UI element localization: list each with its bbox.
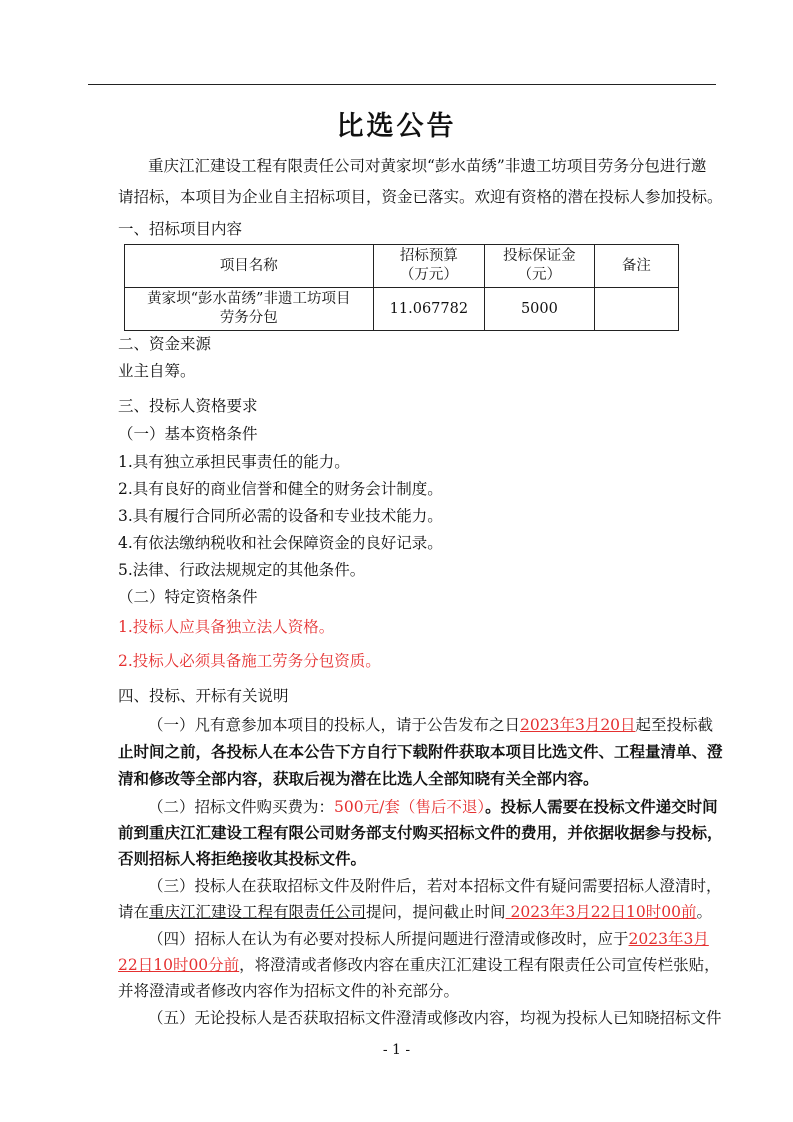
intro-line-2: 请招标，本项目为企业自主招标项目，资金已落实。欢迎有资格的潜在投标人参加投标。	[118, 188, 723, 206]
special-item: 2.投标人必须具备施工劳务分包资质。	[118, 652, 381, 670]
p3-deadline: 2023年3月22日10时00前	[505, 903, 697, 921]
p4-date-1: 2023年3月	[628, 930, 709, 948]
cell-project-name: 黄家坝“彭水苗绣”非遗工坊项目 劳务分包	[125, 288, 374, 331]
p4-date-2: 22日10时00分前	[118, 956, 240, 974]
section-4-heading: 四、投标、开标有关说明	[118, 687, 289, 705]
page-number: - 1 -	[382, 1042, 411, 1058]
paragraph-4-line-1	[148, 929, 748, 949]
paragraph-5-line-1: （五）无论投标人是否获取招标文件澄清或修改内容，均视为投标人已知晓招标文件	[148, 1009, 722, 1027]
p1-text-b: 起至投标截	[635, 716, 714, 734]
list-item: 4.有依法缴纳税收和社会保障资金的良好记录。	[118, 534, 443, 552]
p1-text-a: （一）凡有意参加本项目的投标人，请于公告发布之日	[148, 716, 521, 734]
paragraph-3-line-1: （三）投标人在获取招标文件及附件后，若对本招标文件有疑问需要招标人澄清时，	[148, 877, 722, 895]
basic-qualification-heading: （一）基本资格条件	[118, 425, 258, 443]
section-3-heading: 三、投标人资格要求	[118, 397, 258, 415]
header-deposit: 投标保证金 （元）	[485, 245, 595, 288]
p3-text-b: 提问，提问截止时间	[366, 903, 506, 921]
cell-deposit: 5000	[485, 288, 595, 331]
header-budget: 招标预算 （万元）	[373, 245, 485, 288]
p3-company: 重庆江汇建设工程有限责任公司	[149, 903, 367, 921]
paragraph-1-line-1	[148, 715, 748, 735]
list-item: 1.具有独立承担民事责任的能力。	[118, 453, 350, 471]
project-table	[124, 244, 679, 331]
paragraph-3-line-2	[118, 902, 718, 922]
p3-text-c: 。	[696, 903, 712, 921]
list-item: 5.法律、行政法规规定的其他条件。	[118, 561, 366, 579]
paragraph-2-line-3: 否则招标人将拒绝接收其投标文件。	[118, 849, 367, 868]
cell-budget: 11.067782	[373, 288, 485, 331]
section-2-heading: 二、资金来源	[118, 335, 212, 353]
special-item: 1.投标人应具备独立法人资格。	[118, 618, 335, 636]
table-header-row	[125, 245, 679, 288]
p4-text-a: （四）招标人在认为有必要对投标人所提问题进行澄清或修改时，应于	[148, 930, 629, 948]
header-project-name: 项目名称	[125, 245, 374, 288]
list-item: 2.具有良好的商业信誉和健全的财务会计制度。	[118, 480, 443, 498]
table-row	[125, 288, 679, 331]
page-title: 比选公告	[336, 111, 457, 142]
p3-text-a: 请在	[118, 903, 150, 921]
p1-date: 2023年3月20日	[520, 716, 636, 734]
p2-fee: 500元/套（售后不退）	[334, 798, 486, 816]
list-item: 3.具有履行合同所必需的设备和专业技术能力。	[118, 507, 443, 525]
p1-line-3: 清和修改等全部内容，获取后视为潜在比选人全部知晓有关全部内容。	[118, 769, 599, 788]
header-remark: 备注	[594, 245, 678, 288]
p2-text-a: （二）招标文件购买费为：	[148, 798, 335, 816]
p4-text-b: ，将澄清或者修改内容在重庆江汇建设工程有限责任公司宣传栏张贴，	[239, 956, 720, 974]
paragraph-4-line-3: 并将澄清或者修改内容作为招标文件的补充部分。	[118, 982, 460, 1000]
paragraph-1-line-2: 止时间之前，各投标人在本公告下方自行下载附件获取本项目比选文件、工程量清单、澄	[118, 742, 723, 761]
section-1-heading: 一、招标项目内容	[118, 220, 243, 238]
section-2-text: 业主自筹。	[118, 362, 196, 380]
intro-line-1: 重庆江汇建设工程有限责任公司对黄家坝“彭水苗绣”非遗工坊项目劳务分包进行邀	[148, 157, 707, 175]
special-qualification-heading: （二）特定资格条件	[118, 588, 258, 606]
paragraph-1-line-3	[118, 769, 718, 789]
paragraph-4-line-2	[118, 955, 718, 975]
paragraph-2-line-1	[148, 797, 748, 817]
paragraph-2-line-2: 前到重庆江汇建设工程有限公司财务部支付购买招标文件的费用，并依据收据参与投标，	[118, 823, 723, 842]
header-rule	[88, 84, 716, 85]
cell-remark	[594, 288, 678, 331]
p2-text-b: 。投标人需要在投标文件递交时间	[485, 797, 718, 816]
